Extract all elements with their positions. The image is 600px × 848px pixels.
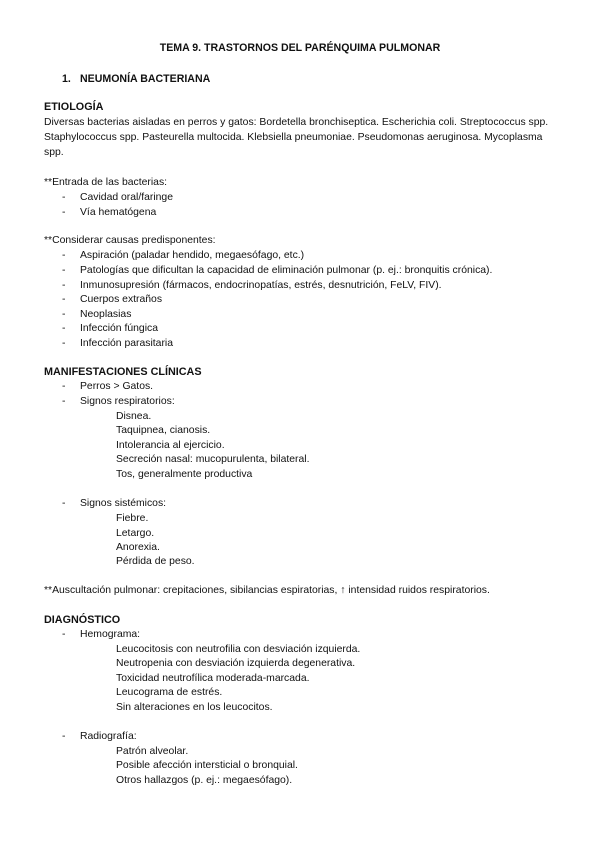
list-item: - Inmunosupresión (fármacos, endocrinopatías, estrés, desnutrición, FeLV, FIV).: [62, 280, 442, 291]
sub-item: Taquipnea, cianosis.: [116, 425, 211, 436]
list-marker: -: [62, 207, 66, 218]
section-number: 1.: [62, 73, 71, 85]
list-marker: -: [62, 309, 66, 320]
predisp-note: **Considerar causas predisponentes:: [44, 235, 216, 246]
sub-item: Otros hallazgos (p. ej.: megaesófago).: [116, 775, 293, 786]
sub-item: Tos, generalmente productiva: [116, 469, 253, 480]
list-item: - Cuerpos extraños: [62, 294, 163, 305]
sub-item: Pérdida de peso.: [116, 556, 195, 567]
sub-item: Patrón alveolar.: [116, 746, 189, 757]
list-item: - Radiografía:: [62, 731, 137, 742]
list-item: - Infección parasitaria: [62, 338, 173, 349]
list-item: - Infección fúngica: [62, 323, 158, 334]
list-marker: -: [62, 323, 66, 334]
etiologia-paragraph: Diversas bacterias aisladas en perros y gatos: Bordetella bronchiseptica. Escherichia coli. Streptococcus spp. Staphylococcus spp. Pasteurella multocida. Klebsiella pneumoniae. Pseudomonas aeruginosa. Mycoplasma spp.: [44, 117, 549, 159]
section-heading-text: NEUMONÍA BACTERIANA: [80, 73, 211, 85]
diagnostico-heading: DIAGNÓSTICO: [44, 614, 121, 626]
sub-item: Posible afección intersticial o bronquial.: [116, 760, 298, 771]
sub-item: Neutropenia con desviación izquierda degenerativa.: [116, 658, 356, 669]
sub-item: Anorexia.: [116, 542, 160, 553]
list-marker: -: [62, 381, 66, 392]
list-marker: -: [62, 294, 66, 305]
sub-item: Secreción nasal: mucopurulenta, bilateral.: [116, 454, 310, 465]
sub-item: Letargo.: [116, 528, 155, 539]
sub-item: Sin alteraciones en los leucocitos.: [116, 702, 273, 713]
section-heading-neumonia: [62, 73, 210, 85]
list-item: - Signos respiratorios:: [62, 396, 175, 407]
list-item: - Signos sistémicos:: [62, 498, 167, 509]
list-marker: -: [62, 265, 66, 276]
list-marker: -: [62, 250, 66, 261]
list-item: - Hemograma:: [62, 629, 141, 640]
list-marker: -: [62, 731, 66, 742]
list-marker: -: [62, 498, 66, 509]
list-marker: -: [62, 192, 66, 203]
manifestaciones-heading: MANIFESTACIONES CLÍNICAS: [44, 366, 202, 378]
sub-item: Leucocitosis con neutrofilia con desviación izquierda.: [116, 644, 361, 655]
auscultacion-note: **Auscultación pulmonar: crepitaciones, sibilancias espiratorias, ↑ intensidad ruidos respiratorios.: [44, 585, 490, 596]
sub-item: Toxicidad neutrofílica moderada-marcada.: [116, 673, 310, 684]
sub-item: Fiebre.: [116, 513, 149, 524]
etiologia-heading: ETIOLOGÍA: [44, 101, 104, 113]
document-title: TEMA 9. TRASTORNOS DEL PARÉNQUIMA PULMONAR: [159, 42, 441, 54]
list-item: - Aspiración (paladar hendido, megaesófago, etc.): [62, 250, 305, 261]
list-item: - Cavidad oral/faringe: [62, 192, 173, 203]
list-item: - Vía hematógena: [62, 207, 157, 218]
list-marker: -: [62, 396, 66, 407]
list-marker: -: [62, 338, 66, 349]
list-item: - Perros > Gatos.: [62, 381, 154, 392]
list-item: - Neoplasias: [62, 309, 132, 320]
entry-note: **Entrada de las bacterias:: [44, 177, 168, 188]
list-item: - Patologías que dificultan la capacidad de eliminación pulmonar (p. ej.: bronquitis crónica).: [62, 265, 493, 276]
list-marker: -: [62, 280, 66, 291]
sub-item: Leucograma de estrés.: [116, 687, 223, 698]
sub-item: Intolerancia al ejercicio.: [116, 440, 225, 451]
list-marker: -: [62, 629, 66, 640]
sub-item: Disnea.: [116, 411, 152, 422]
